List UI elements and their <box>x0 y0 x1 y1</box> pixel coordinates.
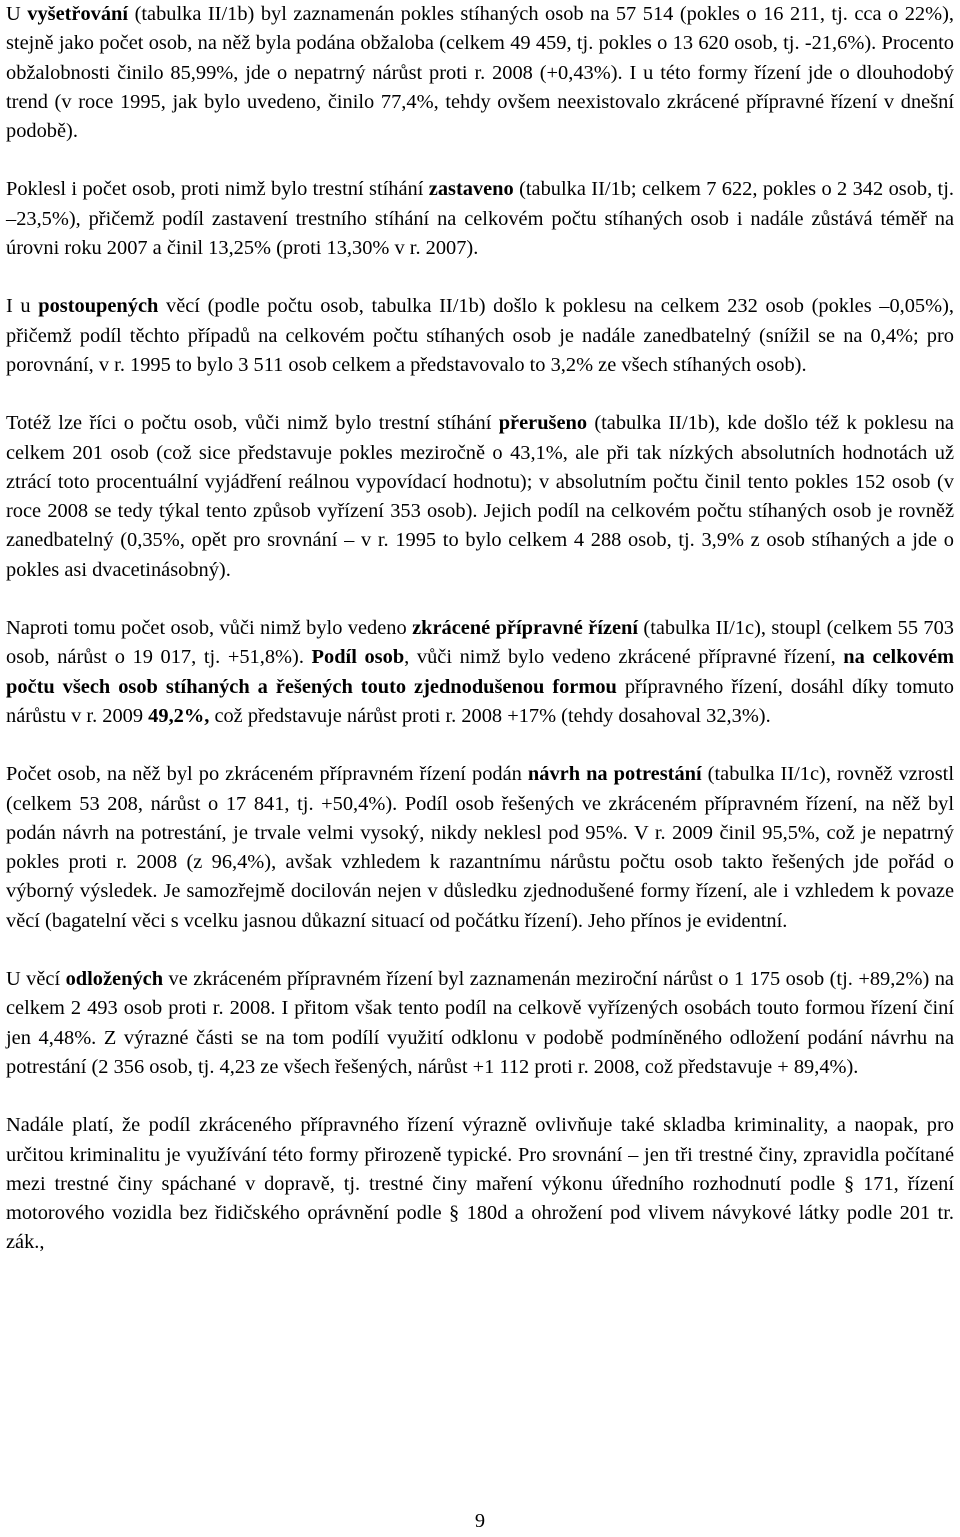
page-number: 9 <box>474 1510 486 1532</box>
paragraph-odlozene <box>6 965 954 1082</box>
paragraph-zastaveno <box>6 175 954 263</box>
text-run: (tabulka II/1b; celkem 7 622, pokles o 2 342 osob, tj. –23,5%), přičemž podíl zastavení trestního stíhání na celkovém počtu stíhaných osob i nadále zůstává téměř na úrovni roku 2007 a činil 13,25% (proti 13,30% v r. 2007). <box>6 178 954 260</box>
paragraph-postoupene <box>6 292 954 380</box>
text-run: což představuje nárůst proti r. 2008 +17% (tehdy dosahoval 32,3%). <box>209 704 771 727</box>
text-run: věcí (podle počtu osob, tabulka II/1b) došlo k poklesu na celkem 232 osob (pokles –0,05%), přičemž podíl těchto případů na celkovém počtu stíhaných osob je nadále zanedbatelný (snížil se na 0,4%; pro porovnání, v r. 1995 to bylo 3 511 osob celkem a představovalo to 3,2% ze všech stíhaných osob). <box>6 295 955 376</box>
text-run: Počet osob, na něž byl po zkráceném přípravném řízení podán <box>6 763 528 786</box>
bold-term: na celkovém počtu všech osob stíhaných a řešených touto zjednodušenou formou <box>6 646 954 698</box>
bold-term: zastaveno <box>428 178 514 201</box>
text-run: (tabulka II/1b), kde došlo též k poklesu na celkem 201 osob (což sice představuje pokles meziročně o 43,1%, ale při tak nízkých absolutních hodnotách už ztrácí toto procentuální vyjádření reálnou vypovídací hodnotu); v absolutním počtu činil tento pokles 152 osob (v roce 2008 se tedy týkal tento způsob vyřízení 353 osob). Jejich podíl na celkovém počtu stíhaných osob je rovněž zanedbatelný (0,35%, opět pro srovnání – v r. 1995 to bylo celkem 4 288 osob, tj. 3,9% z osob stíhaných a jde o pokles asi dvacetinásobný). <box>6 412 954 581</box>
text-run: Totéž lze říci o počtu osob, vůči nimž bylo trestní stíhání <box>6 412 499 435</box>
bold-term: 49,2%, <box>148 704 210 727</box>
text-run: I u <box>6 295 39 318</box>
document-page <box>6 0 954 1287</box>
text-run: (tabulka II/1b) byl zaznamenán pokles stíhaných osob na 57 514 (pokles o 16 211, tj. cca o 22%), stejně jako počet osob, na něž byla podána obžaloba (celkem 49 459, tj. pokles o 13 620 osob, tj. -21,6%). Procento obžalobnosti činilo 85,99%, jde o nepatrný nárůst proti r. 2008 (+0,43%). I u této formy řízení jde o dlouhodobý trend (v roce 1995, jak bylo uvedeno, činilo 77,4%, tehdy ovšem neexistovalo zkrácené přípravné řízení v dnešní podobě). <box>6 3 954 143</box>
text-run: Naproti tomu počet osob, vůči nimž bylo vedeno <box>6 617 413 640</box>
bold-term: zkrácené přípravné řízení <box>412 617 639 640</box>
text-run: Nadále platí, že podíl zkráceného přípravného řízení výrazně ovlivňuje také skladba kriminality, a naopak, pro určitou kriminalitu je využívání této formy přirozeně typické. Pro srovnání – jen tři trestné činy, zpravidla počítané mezi trestné činy spáchané v dopravě, tj. trestné činy maření výkonu úředního rozhodnutí podle § 171, řízení motorového vozidla bez řidičského oprávnění podle § 180d a ohrožení pod vlivem návykové látky podle 201 tr. zák., <box>6 1114 954 1254</box>
text-run: Poklesl i počet osob, proti nimž bylo trestní stíhání <box>6 178 429 201</box>
bold-term: Podíl osob <box>311 646 405 669</box>
bold-term: přerušeno <box>498 412 588 435</box>
text-run: U <box>6 3 28 25</box>
paragraph-preruseno <box>6 409 954 585</box>
text-run: , vůči nimž bylo vedeno zkrácené přípravné řízení, <box>404 646 844 669</box>
paragraph-vysetrovani <box>6 0 954 146</box>
text-run: ve zkráceném přípravném řízení byl zaznamenán meziroční nárůst o 1 175 osob (tj. +89,2%) na celkem 2 493 osob proti r. 2008. I přitom však tento podíl na celkově vyřízených osobách touto formou řízení činí jen 4,48%. Z výrazné části se na tom podílí využití odklonu v podobě podmíněného odložení podání návrhu na potrestání (2 356 osob, tj. 4,23 ze všech řešených, nárůst +1 112 proti r. 2008, což představuje + 89,4%). <box>6 968 954 1078</box>
text-run: (tabulka II/1c), stoupl (celkem 55 703 osob, nárůst o 19 017, tj. +51,8%). <box>6 617 954 669</box>
text-run: přípravného řízení, dosáhl díky tomuto nárůstu v r. 2009 <box>6 675 954 727</box>
bold-term: odložených <box>65 968 164 991</box>
paragraph-navrh-na-potrestani <box>6 760 954 936</box>
paragraph-skladba-kriminality <box>6 1111 954 1257</box>
bold-term: vyšetřování <box>27 3 129 25</box>
bold-term: postoupených <box>38 295 159 318</box>
text-run: (tabulka II/1c), rovněž vzrostl (celkem 53 208, nárůst o 17 841, tj. +50,4%). Podíl osob řešených ve zkráceném přípravném řízení, na něž byl podán návrh na potrestání, je trvale velmi vysoký, nikdy neklesl pod 95%. V r. 2009 činil 95,5%, což je nepatrný pokles proti r. 2008 (z 96,4%), avšak vzhledem k razantnímu nárůstu počtu osob takto řešených jde pořád o výborný výsledek. Je samozřejmě docilován nejen v důsledku zjednodušené formy řízení, ale i vzhledem k povaze věcí (bagatelní věci s vcelku jasnou důkazní situací od počátku řízení). Jeho přínos je evidentní. <box>6 763 954 932</box>
text-run: U věcí <box>6 968 66 991</box>
paragraph-zkracene-pripravne-rizeni <box>6 614 954 731</box>
bold-term: návrh na potrestání <box>527 763 702 786</box>
